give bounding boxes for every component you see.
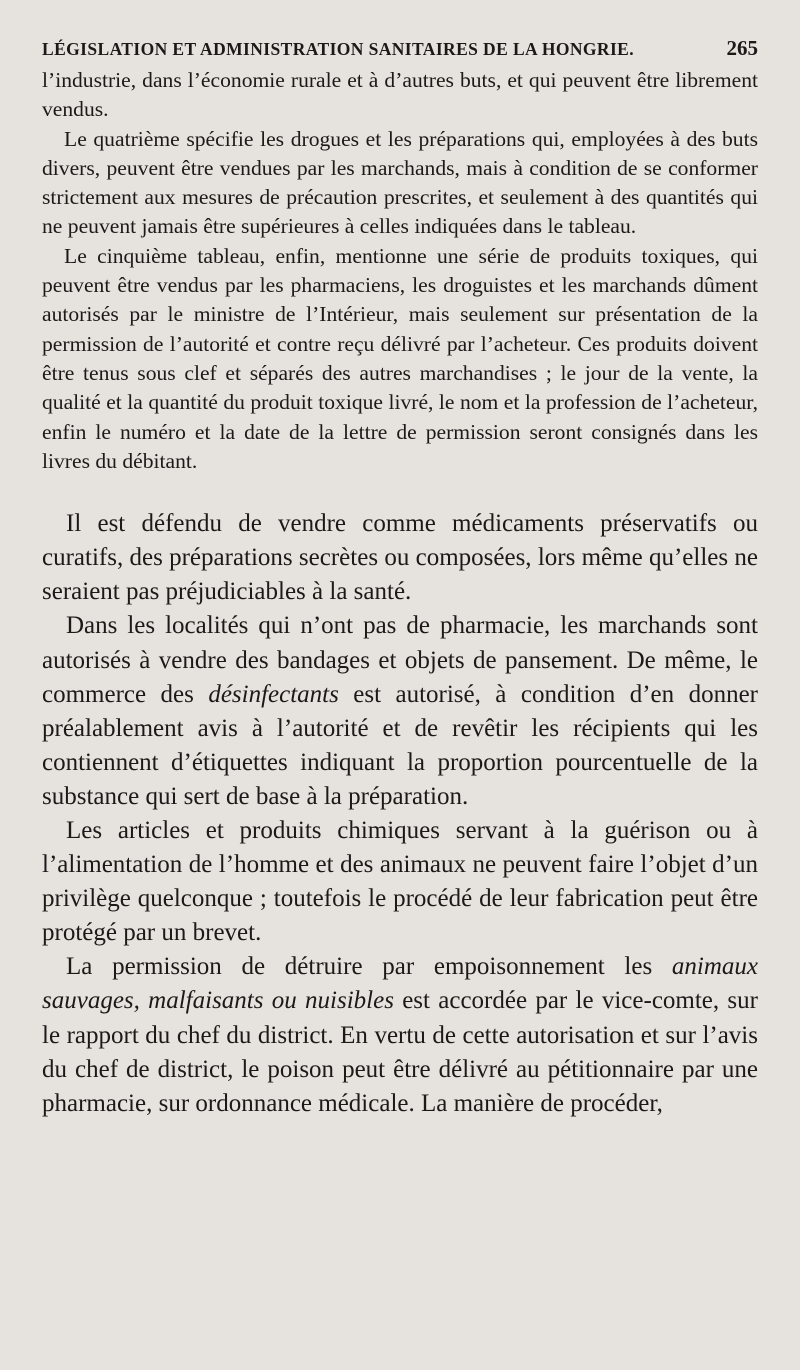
text-run: La permission de détruire par empoisonnement les bbox=[66, 953, 672, 981]
paragraph-disinfectants bbox=[42, 609, 758, 814]
text-run: est accordée par le vice-comte, sur le rapport du chef du district. En vertu de cette autorisation et sur l’avis du chef de district, le poison peut être délivré au pétitionnaire par une pharmacie, sur ordonnance médicale. La manière de procéder, bbox=[42, 987, 758, 1117]
paragraph-fourth-table: Le quatrième spécifie les drogues et les préparations qui, employées à des buts divers, peuvent être vendues par les marchands, mais à condition de se conformer strictement aux mesures de précaution prescrites, et seulement à des quantités qui ne peuvent jamais être supérieures à celles indiquées dans le tableau. bbox=[42, 126, 758, 239]
paragraph-secret-preparations: Il est défendu de vendre comme médicaments préservatifs ou curatifs, des préparations secrètes ou composées, lors même qu’elles ne seraient pas préjudiciables à la santé. bbox=[42, 510, 758, 606]
text-run: est autorisé, à condition d’en donner préalablement avis à l’autorité et de revêtir les récipients qui les contiennent d’étiquettes indiquant la proportion pourcentuelle de la substance qui sert de base à la préparation. bbox=[42, 680, 758, 810]
italic-term: désinfectants bbox=[208, 680, 339, 708]
paragraph-continuation: l’industrie, dans l’économie rurale et à d’autres buts, et qui peuvent être librement vendus. bbox=[42, 68, 758, 122]
running-header bbox=[42, 36, 758, 66]
paragraph-privilege: Les articles et produits chimiques servant à la guérison ou à l’alimentation de l’homme et des animaux ne peuvent faire l’objet d’un privilège quelconque ; toutefois le procédé de leur fabrication peut être protégé par un brevet. bbox=[42, 817, 758, 947]
main-text-section bbox=[42, 507, 758, 1121]
paragraph-fifth-table: Le cinquième tableau, enfin, mentionne une série de produits toxiques, qui peuvent être vendus par les pharmaciens, les droguistes et les marchands dûment autorisés par le ministre de l’Intérieur, mais seulement sur présentation de la permission de l’autorité et contre reçu délivré par l’acheteur. Ces produits doivent être tenus sous clef et séparés des autres marchandises ; le jour de la vente, la qualité et la quantité du produit toxique livré, le nom et la profession de l’acheteur, enfin le numéro et la date de la lettre de permission seront consignés dans les livres du débitant. bbox=[42, 243, 758, 473]
text-run: Dans les localités qui n’ont pas de pharmacie, les marchands sont autorisés à vendre des bandages et objets de pansement. De même, le commerce des bbox=[42, 612, 758, 708]
italic-term: animaux sauvages, malfaisants ou nuisibles bbox=[42, 953, 758, 1015]
paragraph-poisoning-animals bbox=[42, 950, 758, 1120]
page-number: 265 bbox=[726, 36, 758, 60]
running-title: LÉGISLATION ET ADMINISTRATION SANITAIRES DE LA HONGRIE. bbox=[42, 39, 635, 59]
small-print-section bbox=[42, 66, 758, 476]
